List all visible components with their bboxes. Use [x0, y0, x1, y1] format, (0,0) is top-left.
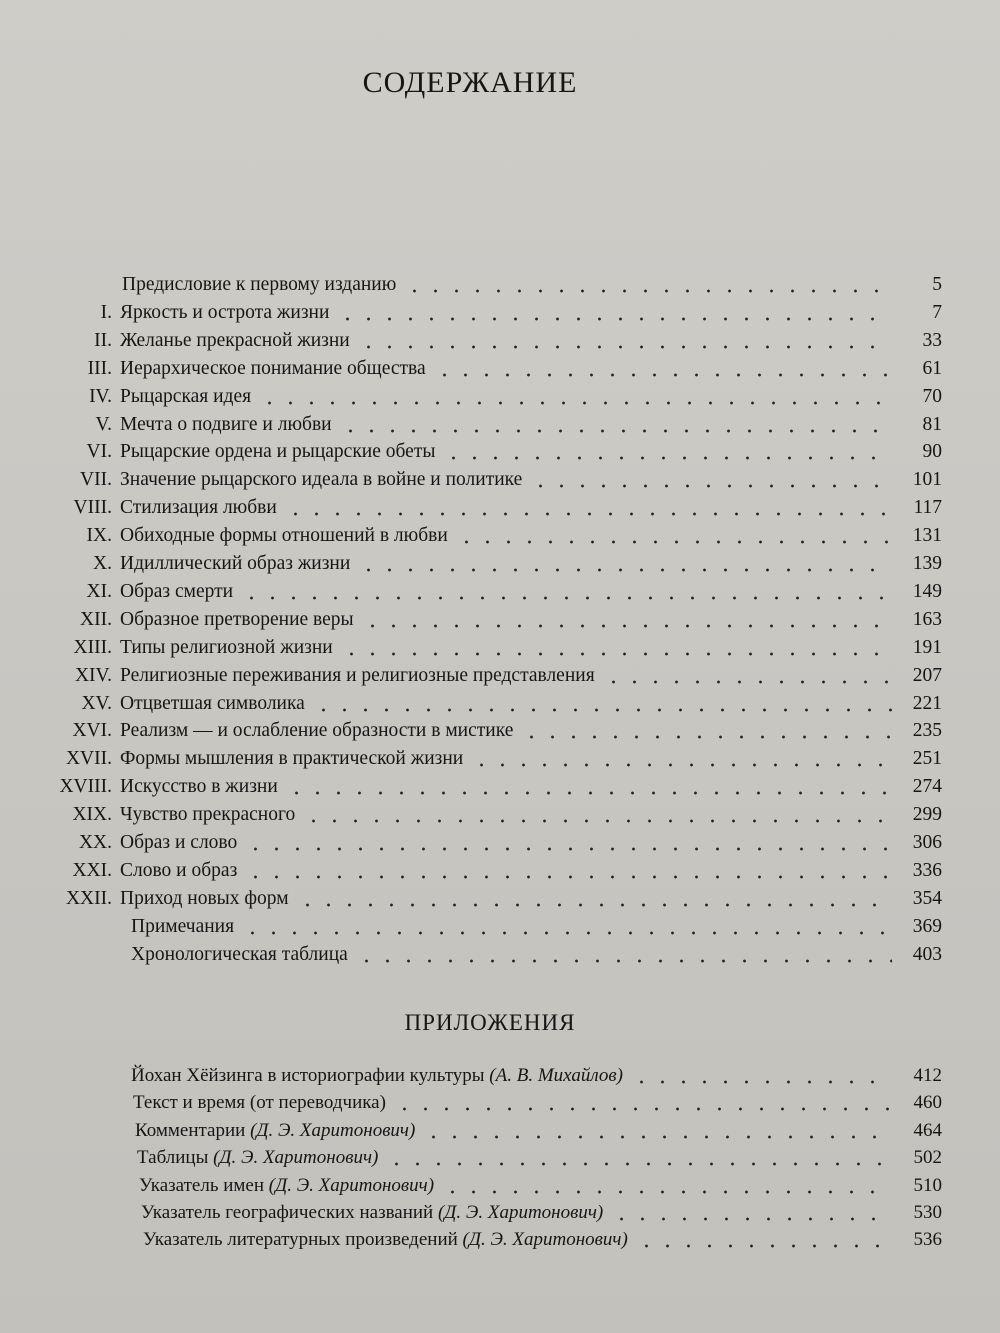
dot-leader	[530, 483, 892, 489]
chapter-number: XX.	[78, 832, 112, 853]
page-number: 403	[912, 943, 942, 965]
chapter-title: Образ смерти	[120, 580, 234, 602]
chapter-number: IV.	[89, 385, 112, 407]
chapter-title: Формы мышления в практической жизни	[120, 748, 464, 770]
dot-leader	[631, 1079, 892, 1085]
chapter-number: XVIII.	[59, 776, 112, 798]
appendix-title-group	[135, 1118, 415, 1144]
toc-entry	[0, 691, 942, 717]
toc-entry	[0, 467, 942, 493]
dot-leader	[259, 400, 892, 406]
chapter-number: XVII.	[65, 748, 112, 770]
chapter-number: I.	[100, 301, 112, 323]
chapter-number: VIII.	[73, 497, 112, 519]
page-number: 61	[922, 357, 942, 379]
dot-leader	[358, 567, 892, 573]
page-number: 131	[912, 525, 942, 547]
appendix-title: Указатель географических названий	[141, 1202, 434, 1223]
chapter-number: XV.	[81, 692, 112, 714]
appendix-entry	[0, 1145, 942, 1171]
appendix-title: Йохан Хёйзинга в историографии культуры	[131, 1065, 485, 1086]
chapter-title: Реализм — и ослабление образности в мистике	[120, 720, 514, 742]
chapter-number: XIX.	[72, 804, 112, 826]
dot-leader	[443, 455, 892, 461]
chapter-title: Обиходные формы отношений в любви	[120, 525, 448, 547]
appendix-entry	[0, 1063, 942, 1089]
page-number: 412	[913, 1065, 942, 1086]
chapter-number: VII.	[80, 469, 112, 491]
dot-leader	[471, 762, 892, 768]
page-number: 33	[922, 329, 942, 351]
toc-entry	[0, 523, 942, 549]
page-number: 139	[912, 553, 942, 574]
dot-leader	[386, 1161, 892, 1167]
chapter-number: X.	[93, 553, 112, 574]
chapter-number: V.	[95, 413, 112, 435]
chapter-title: Предисловие к первому изданию	[122, 274, 397, 295]
dot-leader	[442, 1189, 892, 1195]
toc-entry	[0, 495, 942, 521]
page-number: 336	[912, 859, 942, 881]
appendix-title: Комментарии	[135, 1119, 246, 1141]
dot-leader	[337, 316, 892, 322]
appendix-entry	[0, 1090, 942, 1116]
chapter-title: Яркость и острота жизни	[120, 301, 330, 323]
toc-entry	[0, 774, 942, 800]
appendix-entry	[0, 1173, 942, 1199]
page-number: 235	[912, 720, 942, 742]
chapter-title: Отцветшая символика	[120, 692, 305, 714]
appendix-entry	[0, 1227, 942, 1253]
appendix-title: Текст и время (от переводчика)	[133, 1092, 386, 1114]
page-number: 117	[913, 497, 942, 519]
dot-leader	[313, 707, 892, 713]
page-number: 70	[922, 385, 942, 407]
chapter-number: XII.	[80, 608, 112, 630]
appendix-title-group	[143, 1227, 628, 1253]
chapter-title: Искусство в жизни	[120, 776, 278, 798]
chapter-number: IX.	[86, 525, 112, 547]
appendix-title-group	[139, 1173, 434, 1199]
toc-entry	[0, 635, 942, 661]
chapter-number: XXII.	[65, 887, 112, 909]
chapter-title: Образное претворение веры	[120, 608, 354, 630]
toc-entry	[0, 942, 942, 968]
appendices-heading: ПРИЛОЖЕНИЯ	[404, 1010, 576, 1035]
toc-entry	[0, 802, 942, 828]
page-number: 502	[913, 1147, 942, 1169]
page-number: 369	[912, 915, 942, 937]
page-number: 7	[932, 301, 942, 323]
appendix-entry	[0, 1118, 942, 1144]
dot-leader	[245, 874, 892, 880]
chapter-title: Рыцарские ордена и рыцарские обеты	[120, 441, 436, 463]
chapter-title: Стилизация любви	[120, 497, 277, 519]
chapter-number: XXI.	[72, 859, 112, 881]
chapter-title: Иерархическое понимание общества	[120, 357, 426, 379]
dot-leader	[603, 679, 892, 685]
chapter-title: Примечания	[131, 915, 235, 937]
chapter-title: Хронологическая таблица	[131, 943, 348, 965]
dot-leader	[245, 846, 892, 852]
page-number: 536	[913, 1229, 942, 1251]
chapter-number: XIII.	[73, 636, 112, 658]
appendix-title-group	[137, 1145, 378, 1171]
appendix-title-group	[141, 1200, 603, 1226]
appendix-title: Указатель литературных произведений	[143, 1229, 458, 1251]
chapter-title: Мечта о подвиге и любви	[120, 413, 332, 435]
chapter-title: Типы религиозной жизни	[120, 636, 333, 658]
page-number: 191	[912, 636, 942, 658]
toc-entry	[0, 718, 942, 744]
page-number: 5	[932, 274, 942, 295]
dot-leader	[341, 651, 892, 657]
dot-leader	[362, 623, 892, 629]
dot-leader	[340, 428, 892, 434]
chapter-title: Значение рыцарского идеала в войне и политике	[120, 469, 523, 491]
page-number: 299	[912, 804, 942, 826]
chapter-number: II.	[94, 329, 112, 351]
chapter-number: XIV.	[74, 664, 112, 686]
toc-entry	[0, 384, 942, 410]
toc-entry	[0, 607, 942, 633]
toc-entry	[0, 830, 942, 856]
toc-entry	[0, 272, 942, 298]
chapter-number: III.	[87, 357, 112, 379]
chapter-title: Слово и образ	[120, 859, 238, 881]
toc-entry	[0, 412, 942, 438]
toc-entry	[0, 663, 942, 689]
page-number: 274	[912, 776, 942, 798]
dot-leader	[241, 595, 892, 601]
appendix-author: (Д. Э. Харитонович)	[250, 1119, 416, 1141]
toc-entry	[0, 551, 942, 577]
dot-leader	[286, 790, 892, 796]
dot-leader	[285, 511, 892, 517]
dot-leader	[358, 344, 892, 350]
dot-leader	[611, 1216, 892, 1222]
appendix-title: Указатель имен	[139, 1174, 265, 1196]
dot-leader	[297, 902, 892, 908]
dot-leader	[303, 818, 892, 824]
chapter-title: Идиллический образ жизни	[120, 553, 351, 574]
page-number: 510	[913, 1174, 942, 1196]
appendix-author: (Д. Э. Харитонович)	[268, 1174, 435, 1196]
toc-entry	[0, 746, 942, 772]
dot-leader	[434, 372, 892, 378]
page-number: 251	[912, 748, 942, 770]
appendix-author: (А. В. Михайлов)	[489, 1065, 623, 1086]
page-number: 306	[912, 832, 942, 853]
page-number: 149	[912, 580, 942, 602]
dot-leader	[456, 539, 892, 545]
appendix-author: (Д. Э. Харитонович)	[213, 1147, 379, 1169]
page-number: 530	[913, 1202, 942, 1223]
appendix-entry	[0, 1200, 942, 1226]
chapter-title: Рыцарская идея	[120, 385, 252, 407]
appendix-author: (Д. Э. Харитонович)	[462, 1229, 628, 1251]
page-number: 207	[912, 664, 942, 686]
dot-leader	[521, 734, 892, 740]
appendix-title-group	[133, 1090, 386, 1116]
page-number: 354	[912, 887, 942, 909]
chapter-title: Образ и слово	[120, 832, 238, 853]
chapter-title: Желанье прекрасной жизни	[120, 329, 350, 351]
page-number: 101	[912, 469, 942, 491]
chapter-number: XI.	[86, 580, 112, 602]
appendix-author: (Д. Э. Харитонович)	[437, 1202, 604, 1223]
chapter-title: Приход новых форм	[120, 887, 289, 909]
toc-entry	[0, 300, 942, 326]
toc-entry	[0, 886, 942, 912]
dot-leader	[242, 930, 892, 936]
dot-leader	[404, 288, 892, 294]
toc-entry	[0, 439, 942, 465]
chapter-title: Религиозные переживания и религиозные представления	[120, 664, 595, 686]
dot-leader	[394, 1106, 892, 1112]
page-number: 90	[922, 441, 942, 463]
toc-entry	[0, 579, 942, 605]
chapter-number: VI.	[86, 441, 112, 463]
contents-heading: СОДЕРЖАНИЕ	[362, 66, 578, 99]
appendix-title-group	[131, 1063, 623, 1089]
page-number: 81	[922, 413, 942, 435]
appendix-title: Таблицы	[137, 1147, 209, 1169]
chapter-number: XVI.	[72, 720, 112, 742]
dot-leader	[423, 1134, 892, 1140]
dot-leader	[636, 1243, 892, 1249]
dot-leader	[356, 958, 892, 964]
toc-entry	[0, 356, 942, 382]
chapter-title: Чувство прекрасного	[120, 804, 296, 826]
toc-entry	[0, 914, 942, 940]
page-number: 460	[913, 1092, 942, 1114]
page-number: 464	[913, 1119, 942, 1141]
toc-entry	[0, 858, 942, 884]
toc-entry	[0, 328, 942, 354]
page-number: 163	[912, 608, 942, 630]
page-number: 221	[912, 692, 942, 714]
